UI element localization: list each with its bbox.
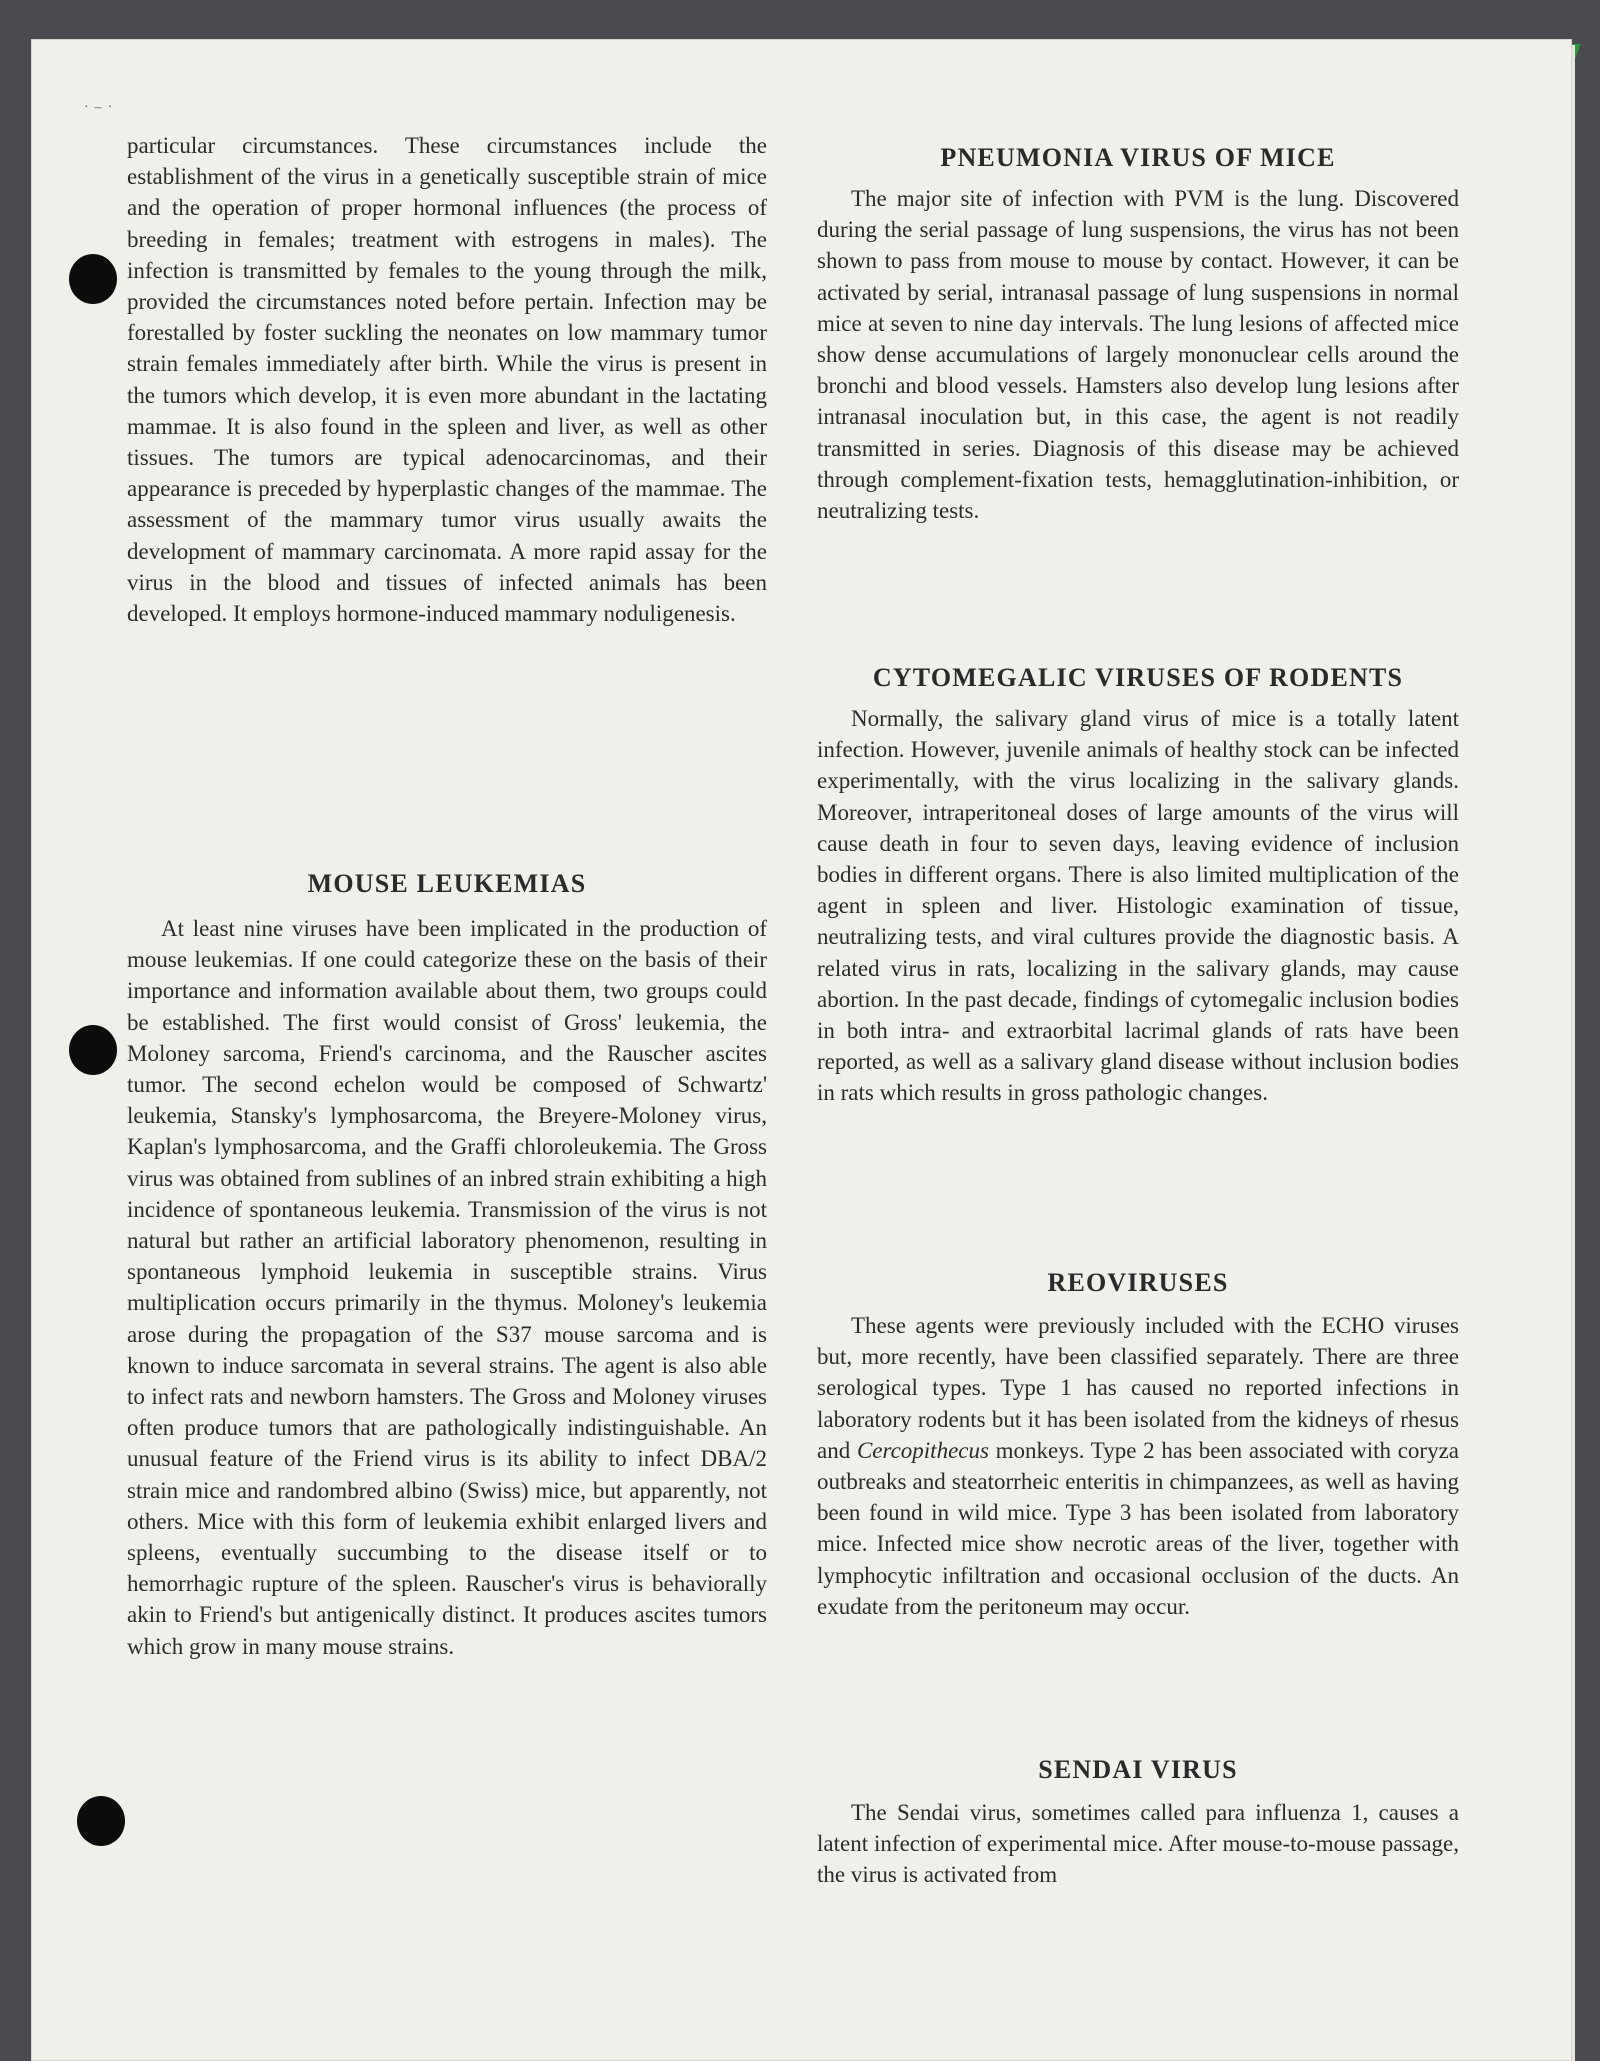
pvm-section	[817, 143, 1459, 526]
reoviruses-section	[817, 1268, 1459, 1622]
continued-section	[127, 130, 767, 629]
sendai-section	[817, 1755, 1459, 1891]
reoviruses-body	[817, 1310, 1459, 1622]
pencil-mark: ·–·	[84, 100, 119, 115]
reoviruses-body-part-1: These agents were previously included with the ECHO viruses but, more recently, have been classified separately. There are three serological types. Type 1 has caused no reported infections in laboratory rodents but it has been isolated from the kidneys of rhesus and	[817, 1313, 1459, 1463]
section-heading-sendai: SENDAI VIRUS	[1038, 1755, 1238, 1784]
section-heading-mouse-leukemias: MOUSE LEUKEMIAS	[307, 869, 587, 898]
punch-hole-middle	[69, 1025, 117, 1075]
continued-paragraph: particular circumstances. These circumstances include the establishment of the virus in a genetically susceptible strain of mice and the operation of proper hormonal influences (the process of breeding in females; treatment with estrogens in males). The infection is transmitted by females to the young through the milk, provided the circumstances noted before pertain. Infection may be forestalled by foster suckling the neonates on low mammary tumor strain females immediately after birth. While the virus is present in the tumors which develop, it is even more abundant in the lactating mammae. It is also found in the spleen and liver, as well as other tissues. The tumors are typical adenocarcinomas, and their appearance is preceded by hyperplastic changes of the mammae. The assessment of the mammary tumor virus usually awaits the development of mammary carcinomata. A more rapid assay for the virus in the blood and tissues of infected animals has been developed. It employs hormone-induced mammary noduligenesis.	[127, 133, 767, 627]
reoviruses-body-part-2: monkeys. Type 2 has been associated with coryza outbreaks and steatorrheic enteritis in chimpanzees, as well as having been found in wild mice. Type 3 has been isolated from laboratory mice. Infected mice show necrotic areas of the liver, together with lymphocytic infiltration and occasional occlusion of the ducts. An exudate from the peritoneum may occur.	[817, 1437, 1459, 1619]
sendai-body: The Sendai virus, sometimes called para influenza 1, causes a latent infection of experimental mice. After mouse-to-mouse passage, the virus is activated from	[817, 1800, 1459, 1888]
cytomegalic-section	[817, 663, 1459, 1109]
punch-hole-top	[69, 254, 117, 304]
reoviruses-italic-term: Cercopithecus	[856, 1437, 989, 1463]
section-heading-pvm: PNEUMONIA VIRUS OF MICE	[940, 143, 1336, 172]
punch-hole-bottom	[77, 1796, 125, 1846]
mouse-leukemias-section	[127, 869, 767, 1662]
pvm-body: The major site of infection with PVM is the lung. Discovered during the serial passage of lung suspensions, the virus has not been shown to pass from mouse to mouse by contact. However, it can be activated by serial, intranasal passage of lung suspensions in normal mice at seven to nine day intervals. The lung lesions of affected mice show dense accumulations of largely mononuclear cells around the bronchi and blood vessels. Hamsters also develop lung lesions after intranasal inoculation but, in this case, the agent is not readily transmitted in series. Diagnosis of this disease may be achieved through complement-fixation tests, hemagglutination-inhibition, or neutralizing tests.	[817, 186, 1459, 524]
section-heading-reoviruses: REOVIRUSES	[1047, 1268, 1229, 1297]
mouse-leukemias-body: At least nine viruses have been implicated in the production of mouse leukemias. If one could categorize these on the basis of their importance and information available about them, two groups could be established. The first would consist of Gross' leukemia, the Moloney sarcoma, Friend's carcinoma, and the Rauscher ascites tumor. The second echelon would be composed of Schwartz' leukemia, Stansky's lymphosarcoma, the Breyere-Moloney virus, Kaplan's lymphosarcoma, and the Graffi chloroleukemia. The Gross virus was obtained from sublines of an inbred strain exhibiting a high incidence of spontaneous leukemia. Transmission of the virus is not natural but rather an artificial laboratory phenomenon, resulting in spontaneous lymphoid leukemia in susceptible strains. Virus multiplication occurs primarily in the thymus. Moloney's leukemia arose during the propagation of the S37 mouse sarcoma and is known to induce sarcomata in several strains. The agent is also able to infect rats and newborn hamsters. The Gross and Moloney viruses often produce tumors that are pathologically indistinguishable. An unusual feature of the Friend virus is its ability to infect DBA/2 strain mice and randombred albino (Swiss) mice, but apparently, not others. Mice with this form of leukemia exhibit enlarged livers and spleens, eventually succumbing to the disease itself or to hemorrhagic rupture of the spleen. Rauscher's virus is behaviorally akin to Friend's but antigenically distinct. It produces ascites tumors which grow in many mouse strains.	[127, 916, 767, 1659]
cytomegalic-body: Normally, the salivary gland virus of mice is a totally latent infection. However, juvenile animals of healthy stock can be infected experimentally, with the virus localizing in the salivary glands. Moreover, intraperitoneal doses of large amounts of the virus will cause death in four to seven days, leaving evidence of inclusion bodies in different organs. There is also limited multiplication of the agent in spleen and liver. Histologic examination of tissue, neutralizing tests, and viral cultures provide the diagnostic basis. A related virus in rats, localizing in the salivary glands, may cause abortion. In the past decade, findings of cytomegalic inclusion bodies in both intra- and extraorbital lacrimal glands of rats have been reported, as well as a salivary gland disease without inclusion bodies in rats which results in gross pathologic changes.	[817, 706, 1459, 1106]
section-heading-cytomegalic: CYTOMEGALIC VIRUSES OF RODENTS	[872, 663, 1404, 692]
page-edge	[1572, 45, 1575, 2061]
